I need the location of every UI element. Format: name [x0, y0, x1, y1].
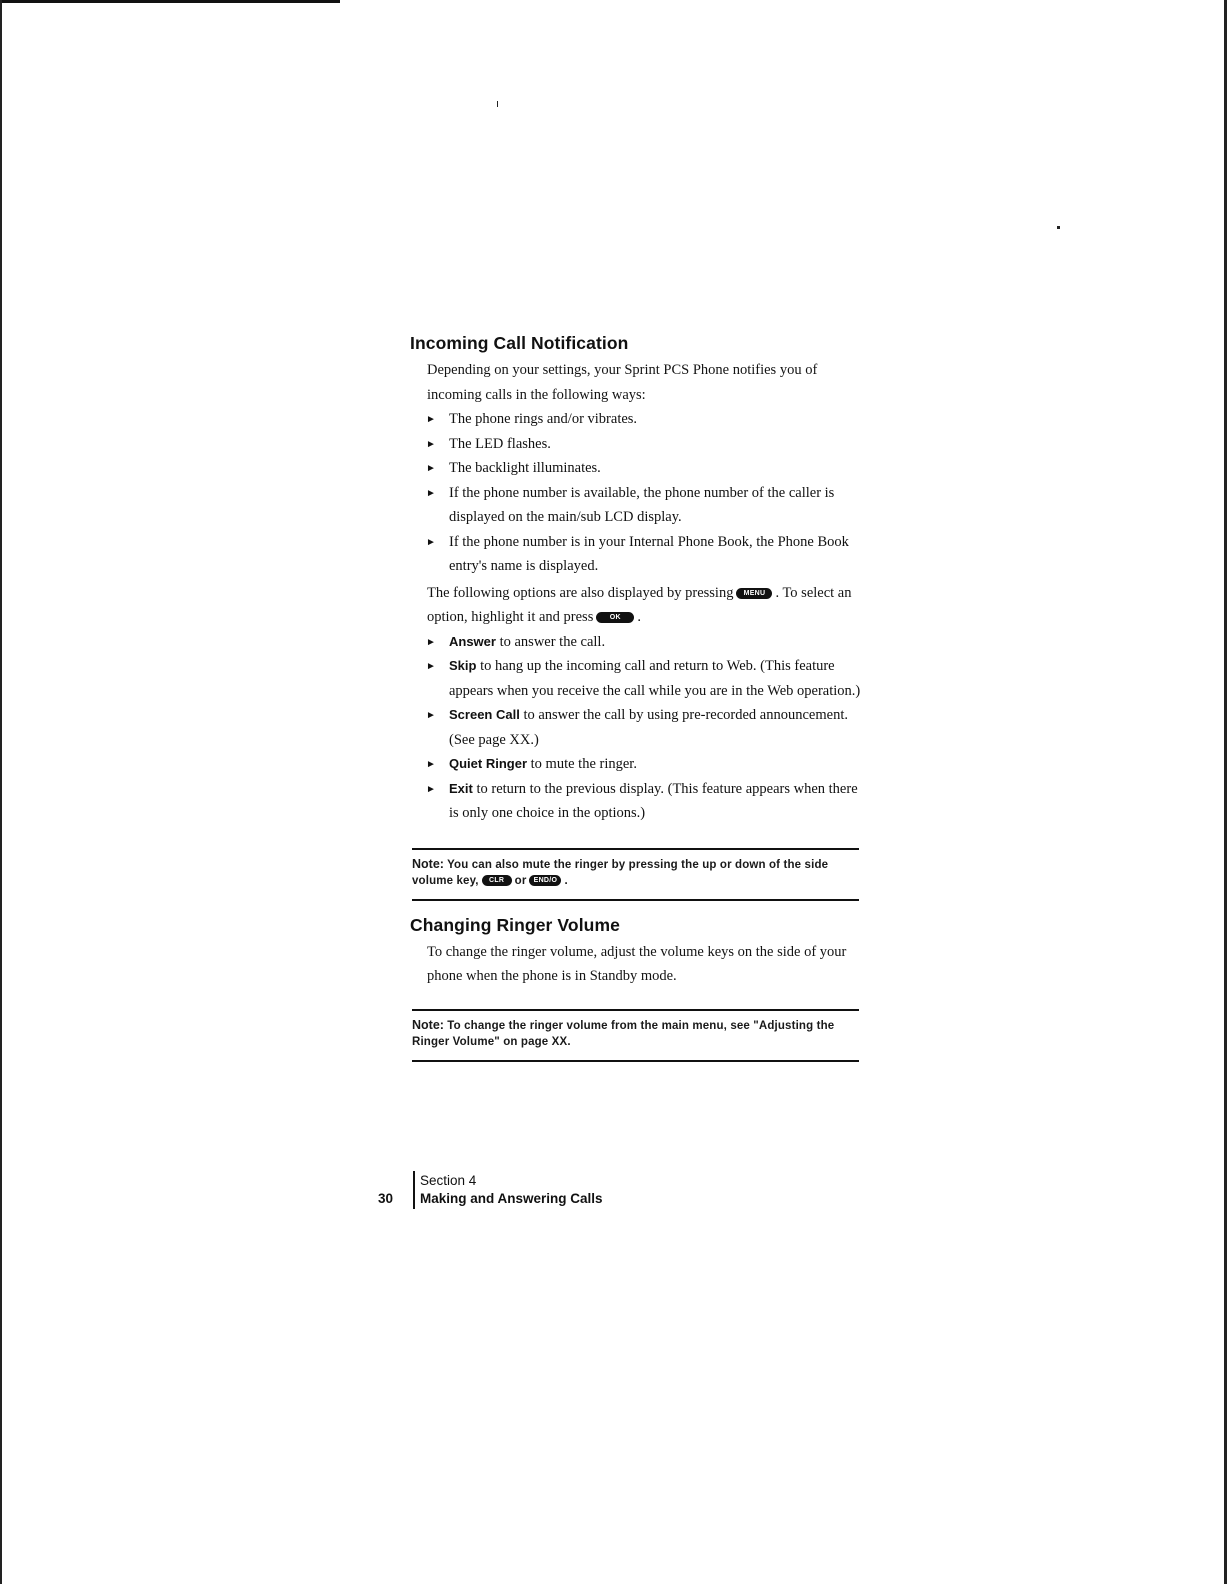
bullet-arrow-icon: ►	[426, 661, 436, 672]
page-edge-right	[1224, 0, 1227, 1584]
scan-speck	[497, 101, 498, 107]
list-item: ► The LED flashes.	[410, 432, 870, 457]
bullet-arrow-icon: ►	[426, 783, 436, 795]
call-options-list	[410, 630, 870, 826]
option-term: Quiet Ringer	[449, 756, 528, 771]
note-box-ringer-volume: Note: To change the ringer volume from the main menu, see "Adjusting the Ringer Volume" on page XX.	[412, 1009, 859, 1062]
option-term: Screen Call	[449, 707, 520, 722]
list-item: ► Screen Call to answer the call by using pre-recorded announcement. (See page XX.)	[410, 703, 870, 752]
list-item: ► Answer to answer the call.	[410, 630, 870, 655]
bullet-arrow-icon: ►	[426, 636, 436, 648]
bullet-arrow-icon: ►	[426, 487, 436, 499]
section-heading-incoming-call: Incoming Call Notification	[410, 333, 629, 353]
bullet-arrow-icon: ►	[426, 759, 436, 770]
bullet-arrow-icon: ►	[426, 536, 436, 548]
section-title: Making and Answering Calls	[420, 1191, 603, 1206]
page-edge-left	[0, 0, 2, 1584]
list-item: ► If the phone number is available, the phone number of the caller is displayed on the main/sub LCD display.	[410, 481, 870, 530]
page-edge-top	[0, 0, 340, 3]
option-term: Answer	[449, 633, 496, 649]
intro-paragraph: Depending on your settings, your Sprint PCS Phone notifies you of incoming calls in the following ways:	[427, 362, 818, 403]
bullet-arrow-icon: ►	[426, 438, 436, 450]
bullet-arrow-icon: ►	[426, 463, 436, 474]
menu-key-icon: MENU	[736, 588, 772, 599]
bullet-arrow-icon: ►	[426, 414, 436, 425]
list-item: ► If the phone number is in your Internal Phone Book, the Phone Book entry's name is displayed.	[410, 530, 870, 579]
clr-key-icon: CLR	[482, 875, 512, 886]
notification-ways-list	[410, 407, 870, 579]
note-label: Note:	[412, 856, 444, 871]
option-term: Skip	[449, 658, 477, 673]
option-term: Exit	[449, 780, 473, 796]
ringer-volume-paragraph: To change the ringer volume, adjust the volume keys on the side of your phone when the phone is in Standby mode.	[427, 943, 847, 984]
options-intro-paragraph: The following options are also displayed by pressing MENU . To select an option, highlight it and press OK .	[427, 584, 852, 625]
section-heading-ringer-volume: Changing Ringer Volume	[410, 914, 620, 935]
section-label: Section 4	[420, 1173, 477, 1188]
list-item: ► Skip to hang up the incoming call and return to Web. (This feature appears when you receive the call while you are in the Web operation.)	[410, 654, 870, 703]
note-label: Note:	[412, 1017, 444, 1032]
note-box-mute-ringer: Note: You can also mute the ringer by pressing the up or down of the side volume key, CLR or END/O .	[412, 848, 859, 901]
footer-divider	[413, 1171, 415, 1209]
page-content	[410, 333, 870, 1062]
page-number: 30	[378, 1191, 394, 1206]
list-item: ► Exit to return to the previous display. (This feature appears when there is only one choice in the options.)	[410, 777, 870, 826]
scan-speck	[1057, 226, 1060, 229]
end-key-icon: END/O	[529, 875, 561, 886]
bullet-arrow-icon: ►	[426, 710, 436, 721]
list-item: ► Quiet Ringer to mute the ringer.	[410, 752, 870, 777]
list-item: ► The backlight illuminates.	[410, 456, 870, 481]
ok-key-icon: OK	[596, 612, 634, 623]
list-item: ► The phone rings and/or vibrates.	[410, 407, 870, 432]
